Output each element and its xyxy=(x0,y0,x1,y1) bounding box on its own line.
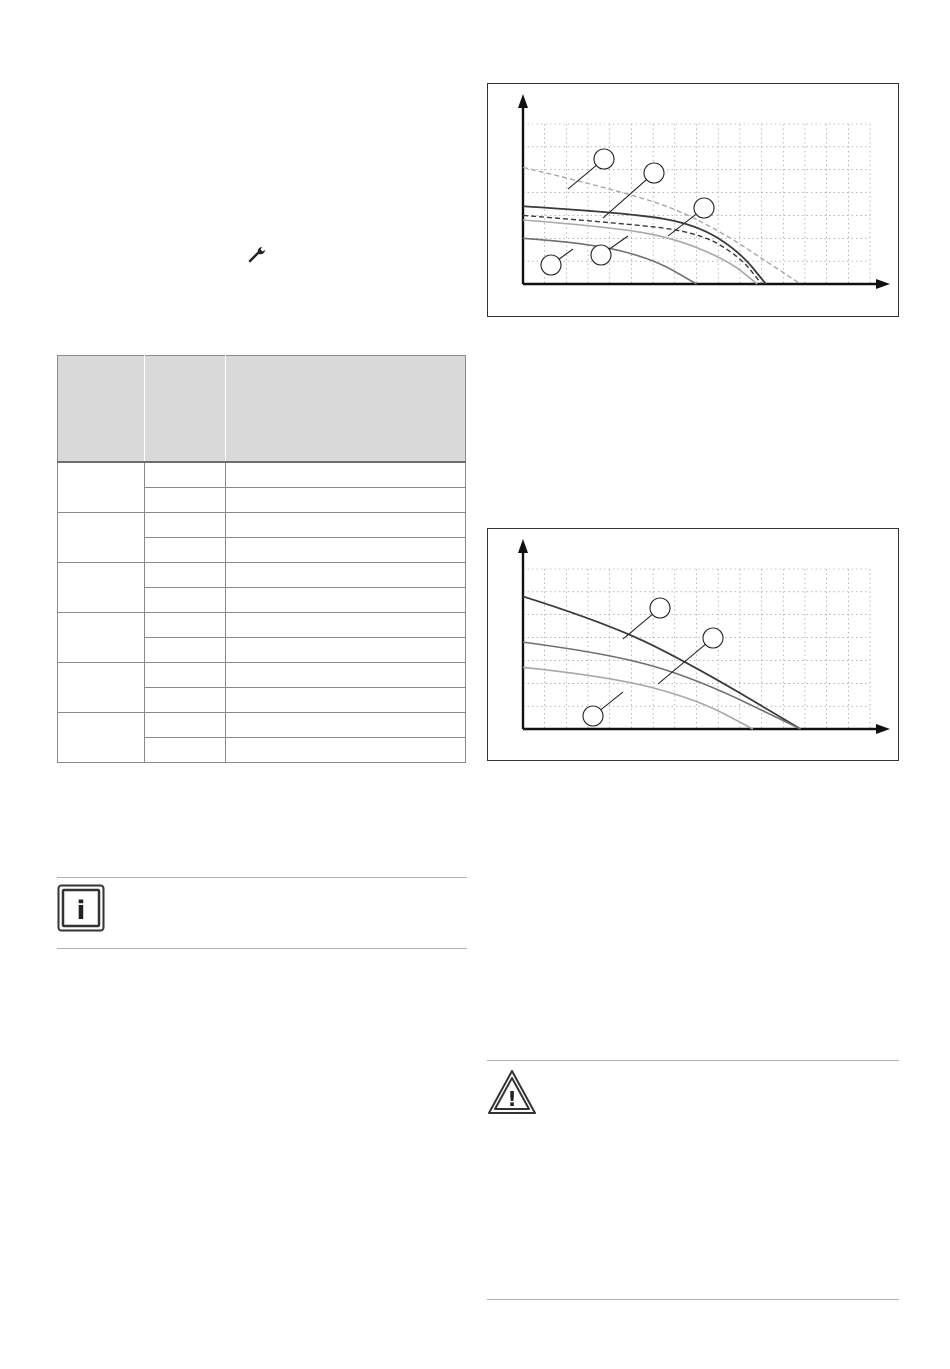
table-cell xyxy=(226,613,466,638)
table-row xyxy=(58,713,466,738)
callout-circle-3 xyxy=(583,706,603,726)
table-cell xyxy=(226,713,466,738)
table-cell xyxy=(145,588,226,613)
table-row xyxy=(58,663,466,688)
wrench-icon xyxy=(246,242,268,264)
x-axis-arrow xyxy=(876,724,890,734)
y-axis-arrow xyxy=(518,539,528,553)
table-cell xyxy=(226,588,466,613)
table-cell xyxy=(145,663,226,688)
table-group-cell xyxy=(58,713,145,763)
table-cell xyxy=(145,613,226,638)
svg-text:!: ! xyxy=(507,1087,517,1111)
parameter-table xyxy=(57,355,466,760)
table-cell xyxy=(145,713,226,738)
table-cell xyxy=(145,563,226,588)
y-axis-arrow xyxy=(518,94,528,108)
table-cell xyxy=(226,638,466,663)
series-line-4 xyxy=(523,220,757,284)
callout-circle-4 xyxy=(541,255,561,275)
table-cell xyxy=(145,738,226,763)
callout-circle-5 xyxy=(591,245,611,265)
table-row xyxy=(58,513,466,538)
table-row xyxy=(58,462,466,488)
table-group-cell xyxy=(58,563,145,613)
table-cell xyxy=(145,688,226,713)
callout-circle-1 xyxy=(650,598,670,618)
svg-text:i: i xyxy=(76,896,86,926)
table-cell xyxy=(145,638,226,663)
table-body xyxy=(58,462,466,763)
table-header-col-1 xyxy=(58,356,145,463)
table-header-col-3 xyxy=(226,356,466,463)
pump-curve-chart-2 xyxy=(487,528,899,761)
table-group-cell xyxy=(58,663,145,713)
series-line-1 xyxy=(523,167,801,284)
table-cell xyxy=(226,563,466,588)
table-cell xyxy=(226,688,466,713)
table-group-cell xyxy=(58,462,145,513)
table-group-cell xyxy=(58,513,145,563)
info-icon xyxy=(57,884,105,932)
table-row xyxy=(58,613,466,638)
callout-circle-2 xyxy=(703,628,723,648)
table-header-col-2 xyxy=(145,356,226,463)
info-note xyxy=(57,877,467,949)
series-line-3 xyxy=(523,667,753,729)
table-cell xyxy=(226,538,466,563)
warning-note xyxy=(487,1060,899,1300)
table-cell xyxy=(145,462,226,488)
table-cell xyxy=(226,663,466,688)
series-line-2 xyxy=(523,642,801,729)
pump-curve-chart-1 xyxy=(487,83,899,317)
series-line-3 xyxy=(523,215,762,284)
table-cell xyxy=(145,538,226,563)
callout-circle-1 xyxy=(594,149,614,169)
table-cell xyxy=(226,513,466,538)
table-cell xyxy=(226,488,466,513)
callout-circle-2 xyxy=(644,163,664,183)
warning-icon xyxy=(487,1069,537,1115)
table-cell xyxy=(226,738,466,763)
table-group-cell xyxy=(58,613,145,663)
x-axis-arrow xyxy=(876,279,890,289)
chart-2-svg xyxy=(488,529,898,760)
table-cell xyxy=(145,488,226,513)
table-cell xyxy=(145,513,226,538)
callout-circle-3 xyxy=(694,198,714,218)
table-cell xyxy=(226,462,466,488)
chart-1-svg xyxy=(488,84,898,316)
table-row xyxy=(58,563,466,588)
